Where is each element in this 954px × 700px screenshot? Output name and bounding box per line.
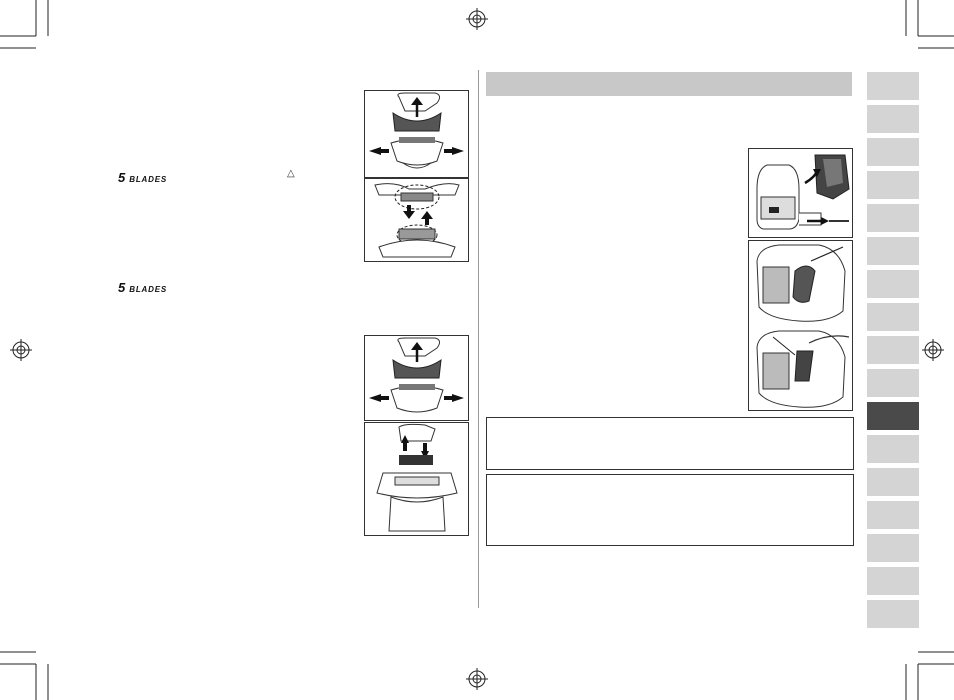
sidebar-tab-16[interactable] <box>867 567 919 595</box>
figure-charger-stand-disassembly <box>748 148 853 238</box>
sidebar-tab-14[interactable] <box>867 501 919 529</box>
crop-mark-bottom-right <box>904 650 954 700</box>
caution-triangle-icon: △ <box>287 168 295 179</box>
figure-cleaning-with-brush <box>748 240 853 411</box>
sidebar-tab-1[interactable] <box>867 72 919 100</box>
figure-blade-removal-2 <box>364 335 469 421</box>
sidebar-tab-9[interactable] <box>867 336 919 364</box>
sidebar-tab-13[interactable] <box>867 468 919 496</box>
sidebar-tab-17[interactable] <box>867 600 919 628</box>
section-header-bar <box>486 72 852 96</box>
sidebar-tab-4[interactable] <box>867 171 919 199</box>
figure-blade-replacement <box>364 422 469 536</box>
sidebar-tab-8[interactable] <box>867 303 919 331</box>
crop-mark-top-right <box>904 0 954 50</box>
column-divider <box>478 70 479 608</box>
crop-mark-bottom-left <box>0 650 50 700</box>
registration-mark-top <box>466 8 488 35</box>
registration-mark-bottom <box>466 668 488 695</box>
note-box-1 <box>486 417 854 470</box>
sidebar-tab-6[interactable] <box>867 237 919 265</box>
brand-mark-5-blades: 5 BLADES <box>118 170 167 185</box>
registration-mark-right <box>922 339 944 366</box>
sidebar-tab-12[interactable] <box>867 435 919 463</box>
sidebar-tab-3[interactable] <box>867 138 919 166</box>
sidebar-tab-2[interactable] <box>867 105 919 133</box>
figure-blade-insertion <box>364 178 469 262</box>
sidebar-tab-5[interactable] <box>867 204 919 232</box>
crop-mark-top-left <box>0 0 50 50</box>
note-box-2 <box>486 474 854 546</box>
sidebar-tab-10[interactable] <box>867 369 919 397</box>
registration-mark-left <box>10 339 32 366</box>
brand-mark-5-blades-2: 5 BLADES <box>118 280 167 295</box>
sidebar-tab-7[interactable] <box>867 270 919 298</box>
sidebar-tab-15[interactable] <box>867 534 919 562</box>
figure-blade-removal <box>364 90 469 178</box>
sidebar-tab-11-active[interactable] <box>867 402 919 430</box>
